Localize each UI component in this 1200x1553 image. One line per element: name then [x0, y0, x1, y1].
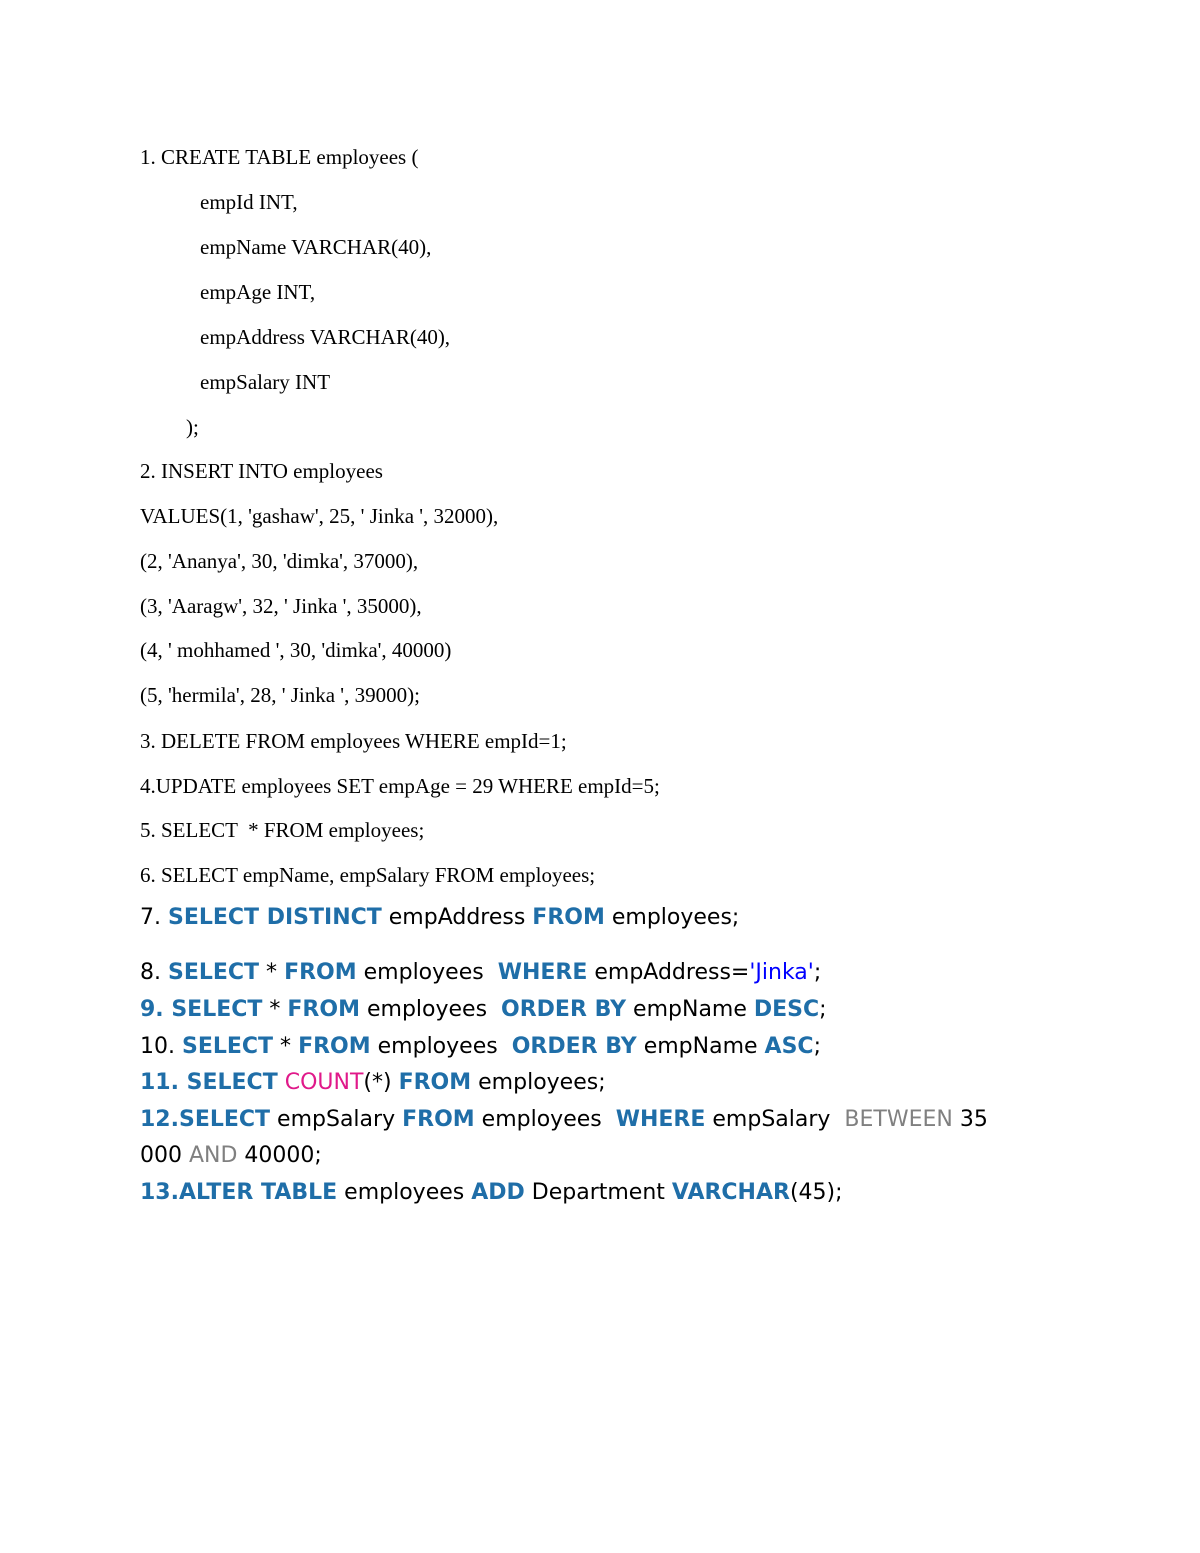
- table-name: employees: [370, 1034, 512, 1059]
- keyword: WHERE: [615, 1107, 706, 1132]
- select-where-query: [140, 962, 821, 984]
- values-row-4: (4, ' mohhamed ', 30, 'dimka', 40000): [140, 638, 452, 662]
- terminator: ;: [813, 1034, 821, 1059]
- keyword: SELECT: [181, 1034, 274, 1059]
- order-by-desc-query: [140, 999, 827, 1021]
- table-name: employees: [337, 1180, 472, 1205]
- keyword: ADD: [471, 1180, 525, 1205]
- star: *: [259, 960, 285, 985]
- column-name: empSalary: [270, 1107, 403, 1132]
- keyword: FROM: [532, 905, 605, 930]
- values-row-5: (5, 'hermila', 28, ' Jinka ', 39000);: [140, 683, 420, 707]
- keyword: FROM: [298, 1034, 371, 1059]
- query-number: 9.: [140, 997, 172, 1022]
- column-name: empAddress=: [587, 960, 750, 985]
- table-name: employees;: [471, 1070, 606, 1095]
- table-name: employees;: [604, 905, 740, 930]
- between-query-continued: [140, 1145, 322, 1167]
- create-table-line: 1. CREATE TABLE employees (: [140, 145, 419, 169]
- table-name: employees: [474, 1107, 616, 1132]
- keyword: FROM: [398, 1070, 472, 1095]
- column-empage: empAge INT,: [200, 280, 316, 304]
- keyword: WHERE: [497, 960, 588, 985]
- keyword: DESC: [753, 997, 820, 1022]
- type-args: (45);: [789, 1180, 843, 1205]
- query-number: 12.: [140, 1107, 179, 1132]
- keyword: FROM: [284, 960, 357, 985]
- keyword: SELECT: [178, 1107, 271, 1132]
- values-row-1: VALUES(1, 'gashaw', 25, ' Jinka ', 32000),: [140, 504, 499, 528]
- query-number: 11.: [140, 1070, 187, 1095]
- column-name: empAddress: [381, 905, 533, 930]
- select-columns-query: 6. SELECT empName, empSalary FROM employees;: [140, 863, 596, 887]
- select-distinct-query: [140, 907, 739, 929]
- table-name: employees: [356, 960, 498, 985]
- numeric-value: 000: [140, 1143, 189, 1168]
- keyword: VARCHAR: [671, 1180, 790, 1205]
- alter-table-query: [140, 1182, 843, 1204]
- values-row-2: (2, 'Ananya', 30, 'dimka', 37000),: [140, 549, 419, 573]
- space: [278, 1070, 285, 1095]
- column-empname: empName VARCHAR(40),: [200, 235, 432, 259]
- table-name: employees: [359, 997, 502, 1022]
- keyword: ALTER TABLE: [178, 1180, 338, 1205]
- terminator: ;: [819, 997, 827, 1022]
- string-literal: 'Jinka': [749, 960, 814, 985]
- count-query: [140, 1072, 606, 1094]
- column-name: Department: [524, 1180, 672, 1205]
- keyword: ORDER BY: [511, 1034, 637, 1059]
- function-name: COUNT: [284, 1070, 364, 1095]
- keyword: FROM: [287, 997, 360, 1022]
- order-by-asc-query: [140, 1036, 821, 1058]
- column-empaddress: empAddress VARCHAR(40),: [200, 325, 451, 349]
- operator: BETWEEN: [844, 1107, 953, 1132]
- keyword: SELECT DISTINCT: [167, 905, 382, 930]
- operator: AND: [188, 1143, 238, 1168]
- keyword: SELECT: [186, 1070, 278, 1095]
- query-number: 13.: [140, 1180, 179, 1205]
- keyword: SELECT: [167, 960, 260, 985]
- insert-into-line: 2. INSERT INTO employees: [140, 459, 383, 483]
- column-name: empName: [636, 1034, 765, 1059]
- keyword: FROM: [402, 1107, 475, 1132]
- star: *: [273, 1034, 299, 1059]
- keyword: SELECT: [171, 997, 263, 1022]
- update-query: 4.UPDATE employees SET empAge = 29 WHERE empId=5;: [140, 774, 660, 798]
- create-table-close: );: [186, 415, 199, 439]
- between-query: [140, 1109, 988, 1131]
- column-name: empName: [626, 997, 754, 1022]
- column-empid: empId INT,: [200, 190, 298, 214]
- query-number: 8.: [140, 960, 168, 985]
- query-number: 7.: [140, 905, 168, 930]
- select-all-query: 5. SELECT * FROM employees;: [140, 818, 425, 842]
- keyword: ASC: [764, 1034, 814, 1059]
- query-number: 10.: [140, 1034, 182, 1059]
- function-args: (*): [363, 1070, 399, 1095]
- numeric-value: 35: [952, 1107, 988, 1132]
- terminator: ;: [813, 960, 822, 985]
- column-empsalary: empSalary INT: [200, 370, 331, 394]
- star: *: [262, 997, 288, 1022]
- keyword: ORDER BY: [501, 997, 627, 1022]
- delete-query: 3. DELETE FROM employees WHERE empId=1;: [140, 729, 567, 753]
- values-row-3: (3, 'Aaragw', 32, ' Jinka ', 35000),: [140, 594, 422, 618]
- column-name: empSalary: [705, 1107, 845, 1132]
- numeric-value: 40000;: [237, 1143, 322, 1168]
